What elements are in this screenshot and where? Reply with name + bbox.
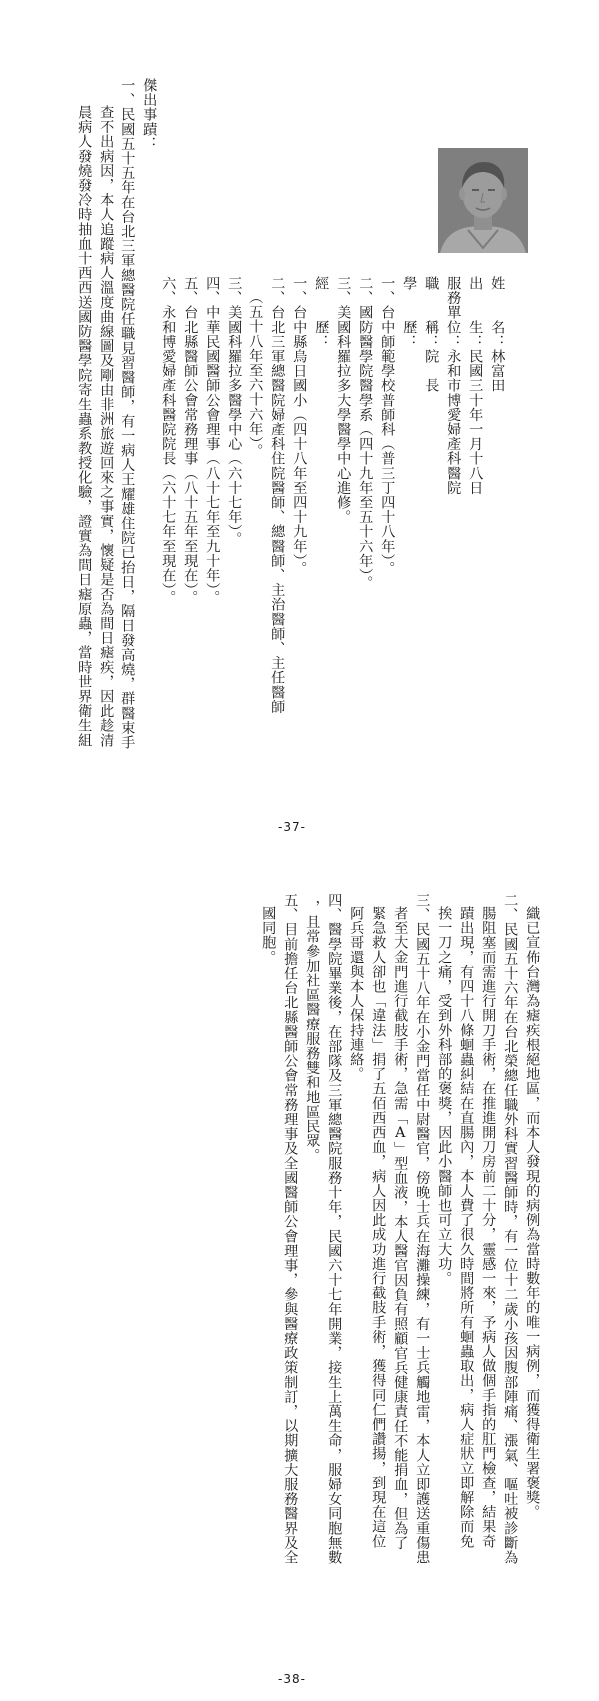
achievement-line: 三、民國五十八年在小金門當任中尉醫官，傍晚士兵在海灘操練，有一士兵觸地雷，本人立即護送重傷患	[414, 893, 431, 1565]
experience-item: 六、永和博愛婦產科醫院院長（六十七年至現在）。	[160, 276, 177, 605]
education-item: 二、國防醫學院醫學系（四十九年至五十六年）。	[357, 276, 374, 591]
experience-item: 三、美國科羅拉多醫學中心（六十七年）。	[226, 276, 243, 547]
achievement-line: 挨一刀之痛，受到外科部的褒獎，因此小醫師也可立大功。	[436, 906, 453, 1286]
achievement-line: 腸阻塞而需進行開刀手術，在推進開刀房前二十分，靈感一來，予病人做個手指的肛門檢查，結果奇	[480, 906, 497, 1549]
achievement-line: 晨病人發燒發冷時抽血十西西送國防醫學院寄生蟲系教授化驗，證實為間日瘧原蟲，當時世界衛生組	[76, 105, 93, 748]
experience-item: 一、台中縣烏日國小（四十八年至四十九年）。	[291, 276, 308, 576]
achievement-line: 二、民國五十六年在台北榮總任職外科實習醫師時，有一位十二歲小孩因腹部陣痛、漲氣、嘔吐被診斷為	[502, 893, 519, 1565]
page-38	[0, 850, 599, 1701]
experience-item: 五、台北縣醫師公會常務理事（八十五年至現在）。	[182, 276, 199, 605]
education-header: 學 歷：	[401, 276, 418, 349]
profile-unit: 服務單位：永和市博愛婦產科醫院	[445, 276, 462, 495]
education-item: 一、台中師範學校普師科（普三丁四十八年）。	[379, 276, 396, 576]
achievement-line: 一、民國五十五年在台北三軍總醫院任職見習醫師，有一病人王耀雄住院已抬日，隔日發高燒，群醫束手	[119, 78, 136, 750]
achievements-header: 傑出事蹟：	[141, 78, 158, 151]
profile-title: 職 稱：院 長	[423, 276, 440, 393]
experience-item: （五十八年至六十六年）。	[247, 290, 264, 459]
achievement-line: 國同胞。	[260, 906, 277, 965]
achievement-line: 者至大金門進行截肢手術，急需「A」型血液，本人醫官因負有照顧官兵健康責任不能捐血，但為了	[392, 906, 409, 1551]
achievement-line: 查不出病因，本人追蹤病人溫度曲線圖及剛由非洲旅遊回來之事實，懷疑是否為間日瘧疾，因此趁清	[98, 105, 115, 748]
experience-item: 四、中華民國醫師公會理事（八十七年至九十年）。	[204, 276, 221, 605]
achievement-line: 四、醫學院畢業後，在部隊及三軍總醫院服務十年，民國六十七年開業，接生上萬生命，服婦女同胞無數	[326, 893, 343, 1565]
achievement-line: 阿兵哥還與本人保持連絡。	[348, 906, 365, 1082]
page-number: -38-	[278, 1672, 306, 1686]
portrait-photo	[438, 148, 528, 253]
experience-item: 二、台北三軍總醫院婦產科住院醫師、總醫師、主治醫師、主任醫師	[269, 276, 286, 714]
achievement-line: 五、目前擔任台北縣醫師公會常務理事及全國醫師公會理事，參與醫療政策制訂，以期擴大服務醫界及全	[282, 893, 299, 1565]
achievement-line: 緊急救人卻也「違法」捐了五佰西西血，病人因此成功進行截肢手術，獲得同仁們讚揚，到現在這位	[370, 906, 387, 1549]
profile-name: 姓 名：林富田	[489, 276, 506, 393]
achievement-line: 蹟出現，有四十八條蛔蟲糾結在直腸內，本人費了很久時間將所有蛔蟲取出，病人症狀立即解除而免	[458, 906, 475, 1549]
achievement-line: ，且常參加社區醫療服務雙和地區民眾。	[304, 900, 321, 1163]
achievement-line: 織已宣佈台灣為瘧疾根絕地區，而本人發現的病例為當時數年的唯一病例，而獲得衛生署褒獎。	[524, 906, 541, 1520]
page-37	[0, 0, 599, 850]
education-item: 三、美國科羅拉多大學醫學中心進修。	[335, 276, 352, 525]
page-number: -37-	[278, 820, 306, 834]
profile-birth: 出 生：民國三十年一月十八日	[467, 276, 484, 495]
experience-header: 經 歷：	[313, 276, 330, 349]
